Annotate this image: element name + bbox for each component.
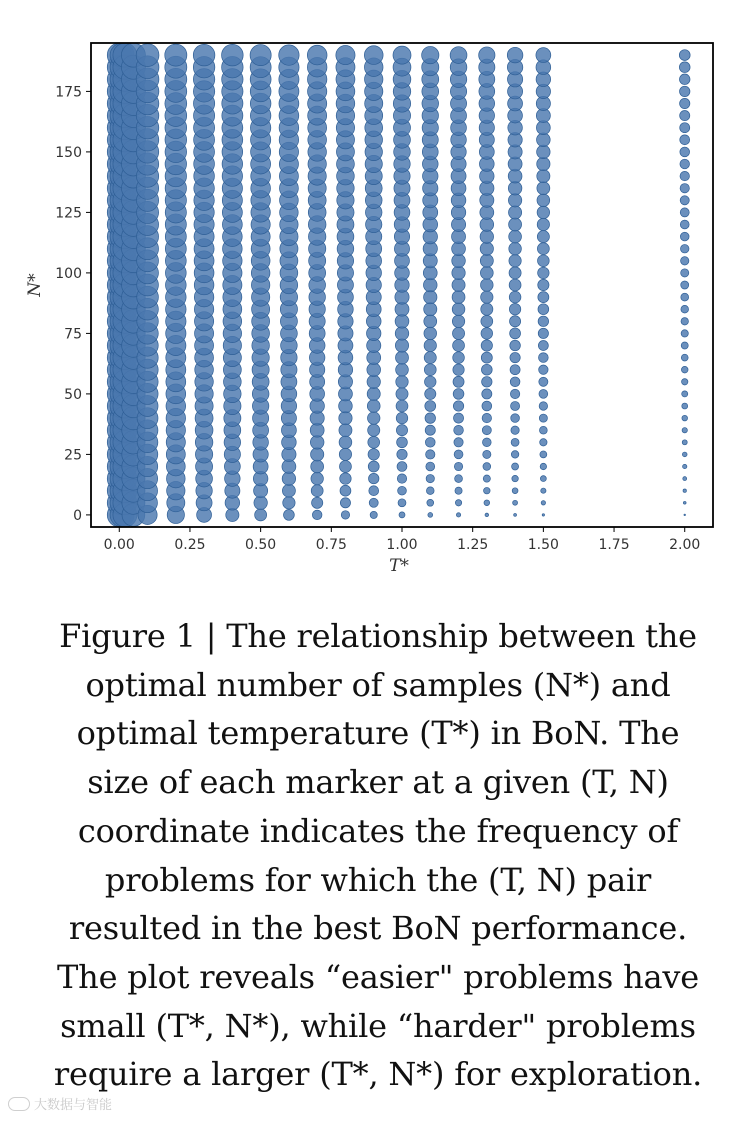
- caption-line-10: require a larger (T*, N*) for exploration.: [53, 1055, 703, 1094]
- scatter-point: [311, 460, 324, 473]
- scatter-point: [681, 318, 688, 325]
- watermark: [8, 1094, 112, 1113]
- scatter-point: [424, 352, 436, 364]
- scatter-point: [455, 475, 463, 483]
- scatter-point: [481, 328, 493, 340]
- scatter-point: [509, 230, 522, 243]
- scatter-point: [510, 365, 520, 375]
- scatter-point: [454, 438, 463, 447]
- scatter-point: [453, 352, 465, 364]
- scatter-point: [512, 475, 518, 481]
- scatter-point: [454, 425, 464, 435]
- scatter-point: [482, 413, 491, 422]
- scatter-point: [511, 414, 520, 423]
- scatter-point: [453, 364, 464, 375]
- scatter-point: [481, 279, 494, 292]
- x-tick-label: 1.25: [457, 537, 489, 553]
- scatter-point: [311, 485, 323, 497]
- scatter-point: [537, 182, 550, 195]
- scatter-point: [399, 512, 405, 518]
- scatter-point: [539, 377, 548, 386]
- scatter-point: [538, 328, 548, 338]
- scatter-point: [398, 486, 407, 495]
- scatter-point: [485, 513, 489, 517]
- scatter-point: [682, 391, 688, 397]
- scatter-point: [680, 184, 689, 193]
- y-tick-label: 25: [64, 447, 82, 464]
- scatter-point: [538, 341, 548, 351]
- x-tick-label: 1.00: [386, 537, 418, 553]
- scatter-point: [426, 487, 434, 495]
- scatter-point: [452, 278, 465, 291]
- scatter-point: [680, 171, 689, 180]
- scatter-point: [680, 123, 690, 133]
- scatter-point: [456, 513, 460, 517]
- y-tick-label: 0: [73, 507, 82, 524]
- scatter-point: [540, 439, 547, 446]
- scatter-point: [539, 390, 548, 399]
- scatter-point: [481, 352, 492, 363]
- scatter-point: [683, 501, 686, 504]
- scatter-point: [538, 304, 549, 315]
- scatter-point: [514, 513, 517, 516]
- scatter-point: [455, 487, 462, 494]
- scatter-point: [537, 243, 549, 255]
- scatter-point: [396, 412, 408, 424]
- scatter-point: [509, 267, 521, 279]
- scatter-point: [512, 488, 518, 494]
- scatter-point: [425, 437, 435, 447]
- scatter-point: [341, 511, 349, 519]
- scatter-point: [481, 315, 493, 327]
- scatter-point: [193, 44, 215, 66]
- scatter-point: [540, 463, 546, 469]
- scatter-point: [339, 436, 352, 449]
- x-tick-label: 2.00: [669, 537, 701, 553]
- caption-line-2: optimal number of samples (N*) and: [85, 665, 671, 704]
- scatter-point: [484, 500, 490, 506]
- scatter-point: [427, 499, 434, 506]
- scatter-point: [340, 473, 351, 484]
- scatter-point: [454, 450, 463, 459]
- scatter-point: [537, 170, 550, 183]
- scatter-point: [681, 342, 688, 349]
- x-tick-label: 0.00: [103, 537, 135, 553]
- scatter-point: [311, 448, 324, 461]
- scatter-point: [684, 514, 686, 516]
- scatter-point: [481, 291, 493, 303]
- scatter-point: [539, 353, 549, 363]
- scatter-point: [424, 315, 437, 328]
- scatter-point: [682, 415, 688, 421]
- scatter-point: [282, 484, 295, 497]
- scatter-point: [395, 351, 408, 364]
- y-axis-label: N*: [25, 273, 45, 297]
- scatter-point: [681, 354, 688, 361]
- scatter-point: [340, 461, 352, 473]
- scatter-point: [424, 327, 437, 340]
- scatter-point: [424, 290, 437, 303]
- scatter-point: [481, 340, 492, 351]
- scatter-point: [680, 86, 690, 96]
- scatter-point: [480, 242, 493, 255]
- scatter-point: [510, 328, 521, 339]
- scatter-point: [481, 364, 492, 375]
- scatter-point: [482, 389, 492, 399]
- x-axis-label: T*: [389, 556, 409, 576]
- scatter-point: [397, 474, 406, 483]
- scatter-point: [424, 339, 436, 351]
- scatter-point: [508, 181, 522, 195]
- scatter-point: [680, 147, 690, 157]
- scatter-point: [393, 46, 411, 64]
- scatter-point: [508, 194, 521, 207]
- scatter-point: [509, 255, 521, 267]
- scatter-point: [340, 498, 350, 508]
- watermark-logo-icon: [8, 1097, 30, 1111]
- scatter-point: [680, 135, 690, 145]
- scatter-point: [508, 206, 521, 219]
- scatter-point: [250, 45, 271, 66]
- scatter-point: [482, 438, 491, 447]
- scatter-point: [222, 44, 244, 66]
- scatter-point: [537, 231, 549, 243]
- scatter-point: [396, 400, 408, 412]
- scatter-point: [479, 47, 495, 63]
- scatter-point: [510, 316, 521, 327]
- scatter-point: [369, 486, 379, 496]
- x-tick-label: 1.50: [527, 537, 559, 553]
- scatter-point: [680, 111, 690, 121]
- scatter-point: [483, 450, 491, 458]
- scatter-point: [682, 379, 688, 385]
- scatter-point: [482, 377, 492, 387]
- caption-line-4: size of each marker at a given (T, N): [87, 763, 669, 802]
- scatter-point: [510, 352, 520, 362]
- scatter-point: [682, 403, 688, 409]
- scatter-point: [480, 230, 494, 244]
- scatter-point: [680, 98, 690, 108]
- scatter-point: [682, 428, 687, 433]
- scatter-point: [680, 220, 689, 229]
- scatter-point: [369, 498, 378, 507]
- scatter-point: [452, 315, 464, 327]
- scatter-point: [537, 157, 550, 170]
- scatter-point: [398, 499, 406, 507]
- scatter-point: [397, 462, 407, 472]
- scatter-point: [538, 292, 549, 303]
- scatter-point: [482, 401, 492, 411]
- scatter-point: [511, 451, 519, 459]
- scatter-point: [282, 472, 296, 486]
- scatter-point: [426, 450, 435, 459]
- scatter-point: [680, 196, 689, 205]
- scatter-point: [682, 452, 687, 457]
- scatter-point: [452, 266, 465, 279]
- scatter-point: [336, 46, 355, 65]
- scatter-point: [395, 339, 408, 352]
- scatter-point: [450, 47, 467, 64]
- scatter-point: [425, 425, 435, 435]
- scatter-point: [428, 513, 433, 518]
- scatter-point: [367, 412, 379, 424]
- scatter-point: [396, 376, 408, 388]
- scatter-point: [283, 497, 295, 509]
- scatter-point: [452, 327, 464, 339]
- scatter-point: [680, 159, 690, 169]
- scatter-point: [453, 401, 463, 411]
- scatter-point: [509, 291, 521, 303]
- scatter-point: [339, 411, 352, 424]
- scatter-point: [538, 255, 550, 267]
- scatter-point: [136, 44, 159, 67]
- scatter-point: [681, 366, 688, 373]
- scatter-point: [537, 194, 550, 207]
- scatter-point: [368, 449, 379, 460]
- scatter-point: [541, 488, 546, 493]
- scatter-point: [510, 377, 520, 387]
- scatter-point: [541, 501, 545, 505]
- y-tick-label: 75: [64, 326, 82, 343]
- scatter-point: [312, 497, 323, 508]
- scatter-point: [397, 449, 407, 459]
- scatter-point: [396, 425, 407, 436]
- scatter-point: [681, 305, 689, 313]
- caption-line-8: The plot reveals “easier" problems have: [57, 957, 699, 996]
- scatter-point: [452, 303, 465, 316]
- scatter-point: [255, 509, 267, 521]
- scatter-point: [364, 46, 383, 65]
- y-axis: [55, 84, 91, 524]
- scatter-point: [683, 489, 686, 492]
- scatter-point: [679, 50, 690, 61]
- x-tick-label: 0.50: [245, 537, 277, 553]
- scatter-point: [537, 133, 551, 147]
- caption-line-9: small (T*, N*), while “harder" problems: [60, 1006, 696, 1045]
- scatter-point: [455, 500, 461, 506]
- scatter-point: [424, 303, 437, 316]
- scatter-point: [397, 437, 408, 448]
- caption-line-6: problems for which the (T, N) pair: [104, 860, 652, 899]
- scatter-point: [681, 257, 689, 265]
- scatter-point: [367, 400, 380, 413]
- scatter-point: [537, 145, 550, 158]
- scatter-point: [539, 402, 547, 410]
- scatter-point: [339, 424, 352, 437]
- scatter-point: [370, 511, 377, 518]
- scatter-point: [312, 510, 322, 520]
- scatter-point: [510, 340, 521, 351]
- scatter-point: [538, 316, 549, 327]
- scatter-point: [539, 365, 548, 374]
- scatter-point: [284, 510, 295, 521]
- scatter-point: [683, 464, 687, 468]
- y-tick-label: 175: [55, 84, 82, 101]
- scatter-point: [422, 46, 439, 63]
- scatter-point: [425, 388, 436, 399]
- scatter-point: [367, 375, 380, 388]
- x-tick-label: 0.75: [315, 537, 347, 553]
- scatter-point: [538, 279, 549, 290]
- caption-line-1: Figure 1 | The relationship between the: [59, 617, 697, 655]
- scatter-point: [540, 451, 547, 458]
- scatter-point: [540, 476, 546, 482]
- figure-caption: [18, 612, 738, 1099]
- scatter-point: [680, 232, 689, 241]
- scatter-point: [483, 463, 491, 471]
- scatter-point: [542, 514, 544, 516]
- x-tick-label: 1.75: [598, 537, 630, 553]
- scatter-point: [368, 424, 380, 436]
- scatter-point: [165, 44, 187, 66]
- scatter-point: [538, 267, 549, 278]
- scatter-point: [368, 461, 379, 472]
- scatter-point: [512, 463, 519, 470]
- scatter-point: [426, 474, 434, 482]
- scatter-point: [307, 45, 327, 65]
- scatter-point: [537, 206, 550, 219]
- scatter-point: [453, 389, 464, 400]
- scatter-point: [511, 426, 519, 434]
- scatter-point: [423, 278, 437, 292]
- scatter-point: [681, 269, 689, 277]
- x-tick-label: 0.25: [174, 537, 206, 553]
- scatter-point: [453, 376, 464, 387]
- scatter-point: [452, 291, 465, 304]
- scatter-point: [310, 436, 324, 450]
- scatter-point: [509, 218, 522, 231]
- scatter-point: [426, 462, 435, 471]
- scatter-point: [681, 281, 689, 289]
- scatter-point: [396, 388, 408, 400]
- x-axis: [104, 527, 701, 553]
- scatter-point: [536, 48, 551, 63]
- scatter-point: [681, 293, 689, 301]
- scatter-point: [537, 218, 549, 230]
- caption-line-5: coordinate indicates the frequency of: [77, 811, 679, 850]
- y-tick-label: 100: [55, 265, 82, 282]
- scatter-point: [480, 254, 493, 267]
- scatter-point: [539, 426, 547, 434]
- scatter-point: [510, 389, 519, 398]
- scatter-point: [452, 254, 466, 268]
- scatter-point: [509, 304, 520, 315]
- scatter-point: [367, 387, 380, 400]
- scatter-point: [396, 363, 409, 376]
- scatter-point: [509, 242, 522, 255]
- scatter-point: [339, 448, 351, 460]
- scatter-point: [453, 340, 465, 352]
- caption-line-3: optimal temperature (T*) in BoN. The: [76, 714, 680, 753]
- scatter-point: [425, 401, 436, 412]
- scatter-point: [340, 485, 351, 496]
- scatter-point: [481, 303, 493, 315]
- scatter-point: [369, 473, 379, 483]
- y-tick-label: 50: [64, 386, 82, 403]
- caption-line-7: resulted in the best BoN performance.: [68, 909, 688, 948]
- scatter-point: [511, 438, 519, 446]
- scatter-point: [311, 472, 323, 484]
- scatter-point: [513, 500, 518, 505]
- scatter-point: [368, 436, 380, 448]
- scatter-point: [424, 364, 436, 376]
- scatter-point: [425, 376, 437, 388]
- scatter-point: [395, 327, 409, 341]
- scatter-point: [509, 279, 521, 291]
- scatter-point: [507, 47, 523, 63]
- scatter-point: [683, 477, 687, 481]
- scatter-point: [539, 414, 547, 422]
- scatter-point: [482, 426, 491, 435]
- scatter-point: [680, 208, 689, 217]
- scatter-point: [511, 401, 520, 410]
- scatter-point: [425, 413, 436, 424]
- scatter-point: [681, 330, 688, 337]
- y-tick-label: 150: [55, 144, 82, 161]
- scatter-point: [279, 45, 299, 65]
- scatter-point: [682, 440, 687, 445]
- scatter-point: [680, 244, 689, 253]
- marker-group: [107, 43, 690, 527]
- y-tick-label: 125: [55, 205, 82, 222]
- scatter-point: [679, 62, 690, 73]
- scatter-point: [679, 74, 690, 85]
- scatter-point: [484, 487, 491, 494]
- watermark-text: 大数据与智能: [34, 1098, 113, 1113]
- scatter-point: [454, 413, 464, 423]
- scatter-point: [454, 462, 462, 470]
- scatter-point: [480, 266, 493, 279]
- scatter-point: [483, 475, 490, 482]
